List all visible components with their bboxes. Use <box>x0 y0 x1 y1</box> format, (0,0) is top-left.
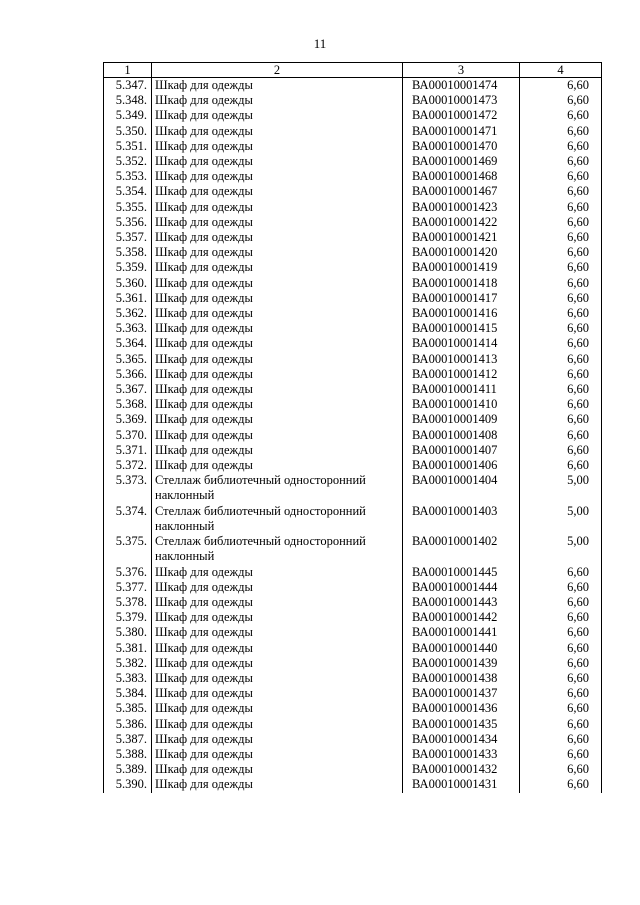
row-number-cell: 5.386. <box>104 717 152 732</box>
item-name-cell: Шкаф для одежды <box>152 154 403 169</box>
table-row <box>104 306 602 321</box>
table-row <box>104 93 602 108</box>
item-name-cell: Шкаф для одежды <box>152 732 403 747</box>
row-number-cell: 5.373. <box>104 473 152 503</box>
value-cell: 6,60 <box>520 717 602 732</box>
inventory-code-cell: ВА00010001422 <box>403 215 520 230</box>
table-body <box>104 78 602 793</box>
table-row <box>104 124 602 139</box>
table-header-row <box>104 63 602 78</box>
item-name-cell: Шкаф для одежды <box>152 382 403 397</box>
item-name-cell: Шкаф для одежды <box>152 610 403 625</box>
row-number-cell: 5.366. <box>104 367 152 382</box>
item-name-cell: Шкаф для одежды <box>152 595 403 610</box>
item-name-cell: Шкаф для одежды <box>152 656 403 671</box>
inventory-code-cell: ВА00010001432 <box>403 762 520 777</box>
row-number-cell: 5.367. <box>104 382 152 397</box>
row-number-cell: 5.382. <box>104 656 152 671</box>
table-row <box>104 671 602 686</box>
inventory-code-cell: ВА00010001409 <box>403 412 520 427</box>
item-name-cell: Шкаф для одежды <box>152 762 403 777</box>
table-row <box>104 230 602 245</box>
value-cell: 6,60 <box>520 154 602 169</box>
inventory-code-cell: ВА00010001406 <box>403 458 520 473</box>
inventory-code-cell: ВА00010001440 <box>403 641 520 656</box>
row-number-cell: 5.384. <box>104 686 152 701</box>
table-row <box>104 367 602 382</box>
item-name-cell: Шкаф для одежды <box>152 443 403 458</box>
table-row <box>104 625 602 640</box>
table-row <box>104 215 602 230</box>
item-name-cell: Шкаф для одежды <box>152 397 403 412</box>
inventory-code-cell: ВА00010001411 <box>403 382 520 397</box>
value-cell: 6,60 <box>520 397 602 412</box>
item-name-cell: Шкаф для одежды <box>152 245 403 260</box>
value-cell: 6,60 <box>520 701 602 716</box>
table-row <box>104 139 602 154</box>
row-number-cell: 5.361. <box>104 291 152 306</box>
inventory-code-cell: ВА00010001418 <box>403 276 520 291</box>
value-cell: 6,60 <box>520 245 602 260</box>
inventory-code-cell: ВА00010001468 <box>403 169 520 184</box>
table-row <box>104 732 602 747</box>
inventory-code-cell: ВА00010001421 <box>403 230 520 245</box>
row-number-cell: 5.372. <box>104 458 152 473</box>
inventory-code-cell: ВА00010001445 <box>403 565 520 580</box>
row-number-cell: 5.388. <box>104 747 152 762</box>
row-number-cell: 5.385. <box>104 701 152 716</box>
item-name-cell: Шкаф для одежды <box>152 124 403 139</box>
item-name-cell: Шкаф для одежды <box>152 777 403 792</box>
value-cell: 6,60 <box>520 124 602 139</box>
inventory-code-cell: ВА00010001408 <box>403 428 520 443</box>
value-cell: 5,00 <box>520 534 602 564</box>
inventory-code-cell: ВА00010001407 <box>403 443 520 458</box>
inventory-code-cell: ВА00010001412 <box>403 367 520 382</box>
table-row <box>104 504 602 534</box>
inventory-code-cell: ВА00010001402 <box>403 534 520 564</box>
item-name-cell: Шкаф для одежды <box>152 260 403 275</box>
row-number-cell: 5.390. <box>104 777 152 792</box>
row-number-cell: 5.358. <box>104 245 152 260</box>
row-number-cell: 5.348. <box>104 93 152 108</box>
row-number-cell: 5.379. <box>104 610 152 625</box>
value-cell: 5,00 <box>520 504 602 534</box>
table-header <box>104 63 602 78</box>
row-number-cell: 5.353. <box>104 169 152 184</box>
row-number-cell: 5.371. <box>104 443 152 458</box>
row-number-cell: 5.351. <box>104 139 152 154</box>
inventory-code-cell: ВА00010001467 <box>403 184 520 199</box>
value-cell: 6,60 <box>520 732 602 747</box>
item-name-cell: Шкаф для одежды <box>152 336 403 351</box>
item-name-cell: Шкаф для одежды <box>152 747 403 762</box>
row-number-cell: 5.363. <box>104 321 152 336</box>
table-row <box>104 291 602 306</box>
row-number-cell: 5.364. <box>104 336 152 351</box>
row-number-cell: 5.359. <box>104 260 152 275</box>
header-col-3: 3 <box>403 63 520 78</box>
row-number-cell: 5.380. <box>104 625 152 640</box>
table-row <box>104 245 602 260</box>
value-cell: 6,60 <box>520 352 602 367</box>
table-row <box>104 321 602 336</box>
item-name-cell: Шкаф для одежды <box>152 200 403 215</box>
table-row <box>104 473 602 503</box>
value-cell: 6,60 <box>520 139 602 154</box>
table-row <box>104 428 602 443</box>
table-row <box>104 701 602 716</box>
table-row <box>104 747 602 762</box>
item-name-cell: Шкаф для одежды <box>152 230 403 245</box>
value-cell: 6,60 <box>520 200 602 215</box>
row-number-cell: 5.378. <box>104 595 152 610</box>
value-cell: 6,60 <box>520 762 602 777</box>
value-cell: 6,60 <box>520 565 602 580</box>
inventory-code-cell: ВА00010001416 <box>403 306 520 321</box>
row-number-cell: 5.360. <box>104 276 152 291</box>
table-row <box>104 762 602 777</box>
value-cell: 6,60 <box>520 777 602 792</box>
value-cell: 6,60 <box>520 595 602 610</box>
row-number-cell: 5.354. <box>104 184 152 199</box>
table-row <box>104 200 602 215</box>
row-number-cell: 5.369. <box>104 412 152 427</box>
table-row <box>104 777 602 792</box>
table-row <box>104 610 602 625</box>
row-number-cell: 5.362. <box>104 306 152 321</box>
inventory-code-cell: ВА00010001441 <box>403 625 520 640</box>
value-cell: 6,60 <box>520 93 602 108</box>
row-number-cell: 5.370. <box>104 428 152 443</box>
header-col-2: 2 <box>152 63 403 78</box>
inventory-code-cell: ВА00010001438 <box>403 671 520 686</box>
table-row <box>104 260 602 275</box>
row-number-cell: 5.356. <box>104 215 152 230</box>
item-name-cell: Шкаф для одежды <box>152 93 403 108</box>
row-number-cell: 5.347. <box>104 78 152 94</box>
value-cell: 6,60 <box>520 108 602 123</box>
header-col-4: 4 <box>520 63 602 78</box>
item-name-cell: Шкаф для одежды <box>152 412 403 427</box>
row-number-cell: 5.368. <box>104 397 152 412</box>
inventory-code-cell: ВА00010001435 <box>403 717 520 732</box>
inventory-code-cell: ВА00010001414 <box>403 336 520 351</box>
table-row <box>104 352 602 367</box>
table-row <box>104 397 602 412</box>
row-number-cell: 5.381. <box>104 641 152 656</box>
row-number-cell: 5.355. <box>104 200 152 215</box>
item-name-cell: Шкаф для одежды <box>152 108 403 123</box>
inventory-code-cell: ВА00010001404 <box>403 473 520 503</box>
value-cell: 6,60 <box>520 610 602 625</box>
inventory-code-cell: ВА00010001423 <box>403 200 520 215</box>
inventory-code-cell: ВА00010001403 <box>403 504 520 534</box>
row-number-cell: 5.350. <box>104 124 152 139</box>
value-cell: 6,60 <box>520 260 602 275</box>
item-name-cell: Шкаф для одежды <box>152 306 403 321</box>
item-name-cell: Шкаф для одежды <box>152 367 403 382</box>
item-name-cell: Стеллаж библиотечный односторонний наклонный <box>152 534 403 564</box>
row-number-cell: 5.352. <box>104 154 152 169</box>
inventory-code-cell: ВА00010001439 <box>403 656 520 671</box>
item-name-cell: Стеллаж библиотечный односторонний наклонный <box>152 473 403 503</box>
table-row <box>104 169 602 184</box>
value-cell: 6,60 <box>520 276 602 291</box>
item-name-cell: Шкаф для одежды <box>152 139 403 154</box>
value-cell: 6,60 <box>520 686 602 701</box>
item-name-cell: Шкаф для одежды <box>152 215 403 230</box>
inventory-code-cell: ВА00010001437 <box>403 686 520 701</box>
row-number-cell: 5.349. <box>104 108 152 123</box>
value-cell: 6,60 <box>520 230 602 245</box>
inventory-code-cell: ВА00010001433 <box>403 747 520 762</box>
inventory-code-cell: ВА00010001434 <box>403 732 520 747</box>
inventory-table <box>103 62 602 793</box>
inventory-code-cell: ВА00010001443 <box>403 595 520 610</box>
page-number: 11 <box>313 36 327 51</box>
value-cell: 6,60 <box>520 458 602 473</box>
inventory-code-cell: ВА00010001417 <box>403 291 520 306</box>
table-row <box>104 154 602 169</box>
table-row <box>104 276 602 291</box>
inventory-code-cell: ВА00010001444 <box>403 580 520 595</box>
item-name-cell: Шкаф для одежды <box>152 291 403 306</box>
value-cell: 6,60 <box>520 428 602 443</box>
inventory-code-cell: ВА00010001415 <box>403 321 520 336</box>
table-row <box>104 443 602 458</box>
item-name-cell: Шкаф для одежды <box>152 169 403 184</box>
item-name-cell: Шкаф для одежды <box>152 458 403 473</box>
item-name-cell: Шкаф для одежды <box>152 276 403 291</box>
item-name-cell: Шкаф для одежды <box>152 671 403 686</box>
value-cell: 6,60 <box>520 367 602 382</box>
table-row <box>104 565 602 580</box>
value-cell: 6,60 <box>520 321 602 336</box>
table-row <box>104 412 602 427</box>
item-name-cell: Шкаф для одежды <box>152 701 403 716</box>
table-row <box>104 382 602 397</box>
item-name-cell: Шкаф для одежды <box>152 686 403 701</box>
item-name-cell: Шкаф для одежды <box>152 321 403 336</box>
value-cell: 6,60 <box>520 78 602 94</box>
inventory-code-cell: ВА00010001420 <box>403 245 520 260</box>
row-number-cell: 5.387. <box>104 732 152 747</box>
item-name-cell: Шкаф для одежды <box>152 641 403 656</box>
item-name-cell: Шкаф для одежды <box>152 625 403 640</box>
inventory-code-cell: ВА00010001473 <box>403 93 520 108</box>
table-row <box>104 641 602 656</box>
item-name-cell: Шкаф для одежды <box>152 352 403 367</box>
value-cell: 6,60 <box>520 671 602 686</box>
table-row <box>104 656 602 671</box>
table-row <box>104 717 602 732</box>
inventory-code-cell: ВА00010001474 <box>403 78 520 94</box>
inventory-code-cell: ВА00010001413 <box>403 352 520 367</box>
table-row <box>104 108 602 123</box>
value-cell: 6,60 <box>520 641 602 656</box>
inventory-code-cell: ВА00010001431 <box>403 777 520 792</box>
table-row <box>104 458 602 473</box>
inventory-code-cell: ВА00010001442 <box>403 610 520 625</box>
item-name-cell: Шкаф для одежды <box>152 184 403 199</box>
value-cell: 6,60 <box>520 747 602 762</box>
row-number-cell: 5.374. <box>104 504 152 534</box>
row-number-cell: 5.375. <box>104 534 152 564</box>
value-cell: 6,60 <box>520 625 602 640</box>
table-row <box>104 336 602 351</box>
row-number-cell: 5.389. <box>104 762 152 777</box>
item-name-cell: Шкаф для одежды <box>152 580 403 595</box>
value-cell: 6,60 <box>520 306 602 321</box>
table-row <box>104 595 602 610</box>
value-cell: 6,60 <box>520 443 602 458</box>
inventory-code-cell: ВА00010001469 <box>403 154 520 169</box>
table-row <box>104 534 602 564</box>
value-cell: 6,60 <box>520 412 602 427</box>
inventory-code-cell: ВА00010001471 <box>403 124 520 139</box>
inventory-code-cell: ВА00010001470 <box>403 139 520 154</box>
value-cell: 6,60 <box>520 291 602 306</box>
value-cell: 6,60 <box>520 580 602 595</box>
value-cell: 6,60 <box>520 184 602 199</box>
value-cell: 6,60 <box>520 382 602 397</box>
value-cell: 6,60 <box>520 656 602 671</box>
inventory-code-cell: ВА00010001410 <box>403 397 520 412</box>
item-name-cell: Стеллаж библиотечный односторонний наклонный <box>152 504 403 534</box>
item-name-cell: Шкаф для одежды <box>152 428 403 443</box>
header-col-1: 1 <box>104 63 152 78</box>
row-number-cell: 5.365. <box>104 352 152 367</box>
table-row <box>104 184 602 199</box>
value-cell: 5,00 <box>520 473 602 503</box>
item-name-cell: Шкаф для одежды <box>152 78 403 94</box>
table-row <box>104 78 602 94</box>
item-name-cell: Шкаф для одежды <box>152 717 403 732</box>
inventory-code-cell: ВА00010001472 <box>403 108 520 123</box>
inventory-code-cell: ВА00010001419 <box>403 260 520 275</box>
inventory-code-cell: ВА00010001436 <box>403 701 520 716</box>
row-number-cell: 5.376. <box>104 565 152 580</box>
value-cell: 6,60 <box>520 169 602 184</box>
table-row <box>104 580 602 595</box>
value-cell: 6,60 <box>520 215 602 230</box>
row-number-cell: 5.383. <box>104 671 152 686</box>
table-row <box>104 686 602 701</box>
value-cell: 6,60 <box>520 336 602 351</box>
row-number-cell: 5.357. <box>104 230 152 245</box>
row-number-cell: 5.377. <box>104 580 152 595</box>
item-name-cell: Шкаф для одежды <box>152 565 403 580</box>
